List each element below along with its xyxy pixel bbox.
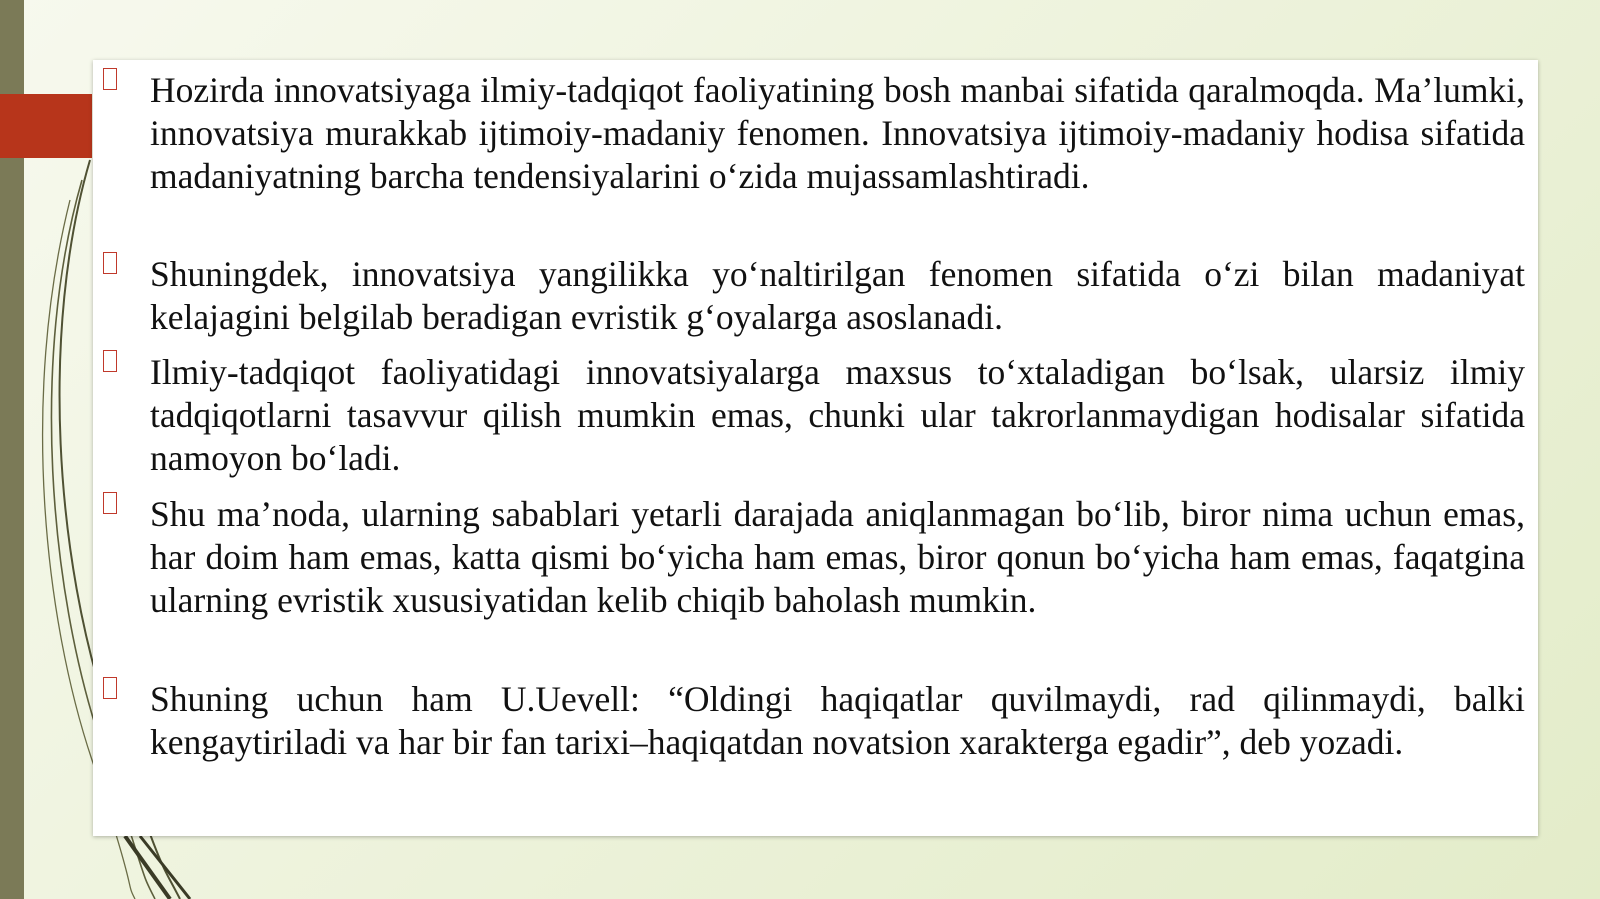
paragraph-5: Shuning uchun ham U.Uevell: “Oldingi haqiqatlar quvilmaydi, rad qilinmaydi, balki kengaytiriladi va har bir fan tarixi–haqiqatdan novatsion xarakterga egadir”, deb yozadi. — [150, 679, 1525, 762]
paragraph-4: Shu ma’noda, ularning sabablari yetarli darajada aniqlanmagan bo‘lib, biror nima uchun emas, har doim ham emas, katta qismi bo‘yicha ham emas, biror qonun bo‘yicha ham emas, faqatgina ularning evristik xususiyatidan kelib chiqib baholash mumkin. — [150, 494, 1525, 620]
square-outline-bullet-icon — [103, 68, 117, 90]
paragraph-1: Hozirda innovatsiyaga ilmiy-tadqiqot faoliyatining bosh manbai sifatida qaralmoqda. Ma’lumki, innovatsiya murakkab ijtimoiy-madaniy fenomen. Innovatsiya ijtimoiy-madaniy hodisa sifatida madaniyatning barcha tendensiyalarini o‘zida mujassamlashtiradi. — [150, 70, 1525, 196]
square-outline-bullet-icon — [103, 677, 117, 699]
square-outline-bullet-icon — [103, 492, 117, 514]
paragraph-2: Shuningdek, innovatsiya yangilikka yo‘naltirilgan fenomen sifatida o‘zi bilan madaniyat kelajagini belgilab beradigan evristik g‘oyalarga asoslanadi. — [150, 254, 1525, 337]
square-outline-bullet-icon — [103, 350, 117, 372]
red-accent-block — [0, 94, 92, 158]
square-outline-bullet-icon — [103, 252, 117, 274]
paragraph-3: Ilmiy-tadqiqot faoliyatidagi innovatsiyalarga maxsus to‘xtaladigan bo‘lsak, ularsiz ilmiy tadqiqotlarni tasavvur qilish mumkin emas, chunki ular takrorlanmaydigan hodisalar sifatida namoyon bo‘ladi. — [150, 352, 1525, 478]
slide-content-card — [93, 60, 1538, 836]
